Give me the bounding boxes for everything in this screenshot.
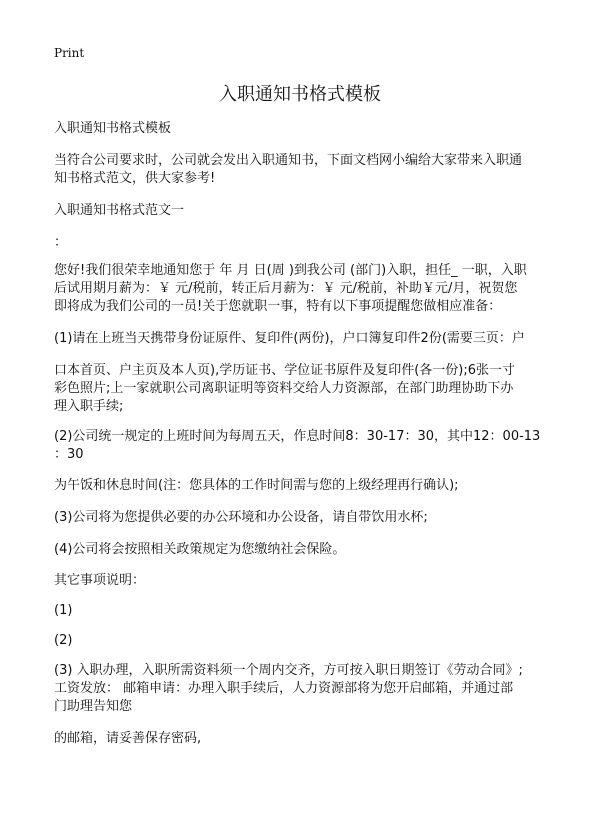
- paragraph-item-2: (2)公司统一规定的上班时间为每周五天，作息时间8：30-17：30，其中12：00-13 ：30: [54, 429, 541, 462]
- paragraph-email: 的邮箱，请妥善保存密码,: [54, 731, 202, 746]
- paragraph-heading: 入职通知书格式模板: [54, 121, 172, 136]
- paragraph-item-1-cont: 口本首页、户主页及本人页),学历证书、学位证书原件及复印件(各一份);6张一寸 彩色照片;上一家就职公司离职证明等资料交给人力资源部，在部门助理协助下办 理入职手续;: [54, 363, 515, 414]
- paragraph-note-3: (3) 入职办理，入职所需资料须一个周内交齐，方可按入职日期签订《劳动合同》; 工资发放： 邮箱申请：办理入职手续后，人力资源部将为您开启邮箱，并通过部 门助理告知您: [54, 663, 523, 714]
- paragraph-sample-title: 入职通知书格式范文一: [54, 203, 185, 218]
- print-label[interactable]: Print: [54, 46, 85, 60]
- paragraph-other-notes: 其它事项说明：: [54, 573, 146, 588]
- paragraph-greeting: 您好!我们很荣幸地通知您于 年 月 日(周 )到我公司 (部门)入职，担任_ 一职，入职 后试用期月薪为：￥ 元/税前，转正后月薪为：￥ 元/税前，补助￥元/月，祝贺您 即将成为我们公司的一员!关于您就职一事，特有以下事项提醒您做相应准备：: [54, 263, 527, 314]
- paragraph-note-1: (1): [54, 603, 73, 618]
- paragraph-item-1: (1)请在上班当天携带身份证原件、复印件(两份)，户口簿复印件2份(需要三页：户: [54, 331, 525, 346]
- paragraph-colon: ：: [54, 235, 68, 250]
- document-title: 入职通知书格式模板: [219, 84, 381, 105]
- paragraph-note-2: (2): [54, 633, 73, 648]
- paragraph-item-4: (4)公司将会按照相关政策规定为您缴纳社会保险。: [54, 542, 346, 557]
- paragraph-item-3: (3)公司将为您提供必要的办公环境和办公设备，请自带饮用水杯;: [54, 510, 428, 525]
- paragraph-item-2-cont: 为午饭和休息时间(注：您具体的工作时间需与您的上级经理再行确认);: [54, 478, 459, 493]
- paragraph-intro: 当符合公司要求时，公司就会发出入职通知书，下面文档网小编给大家带来入职通 知书格式范文，供大家参考!: [54, 153, 523, 186]
